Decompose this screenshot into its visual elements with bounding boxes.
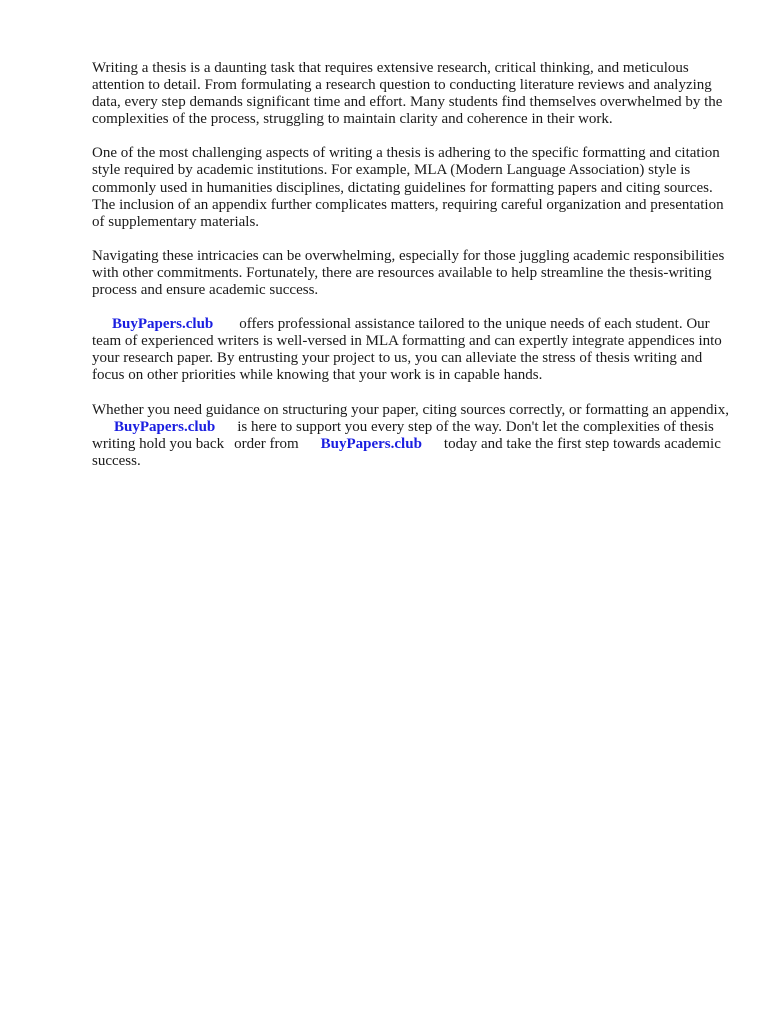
buypapers-link-inline[interactable]: BuyPapers.club	[114, 418, 216, 435]
paragraph-closing-text-a: Whether you need guidance on structuring your paper, citing sources correctly, or formatting an appendix,	[92, 401, 729, 418]
buypapers-link[interactable]: BuyPapers.club	[112, 316, 214, 333]
paragraph-closing-text-d: today and take the first step towards academic success.	[92, 435, 721, 469]
paragraph-closing-text-b: is here to support you every step of the way. Don't let the complexities of thesis writing hold you back	[92, 418, 714, 452]
buypapers-link-order[interactable]: BuyPapers.club	[320, 435, 422, 452]
paragraph-closing-text-c: order from	[234, 435, 299, 452]
paragraph-service-text: offers professional assistance tailored to the unique needs of each student. Our team of experienced writers is well-versed in MLA formatting and can expertly integrate appendices into your research paper. By entrusting your project to us, you can alleviate the stress of thesis writing and focus on other priorities while knowing that your work is in capable hands.	[92, 316, 722, 384]
document-body	[92, 60, 732, 487]
paragraph-closing	[92, 402, 732, 470]
paragraph-intro: Writing a thesis is a daunting task that requires extensive research, critical thinking, and meticulous attention to detail. From formulating a research question to conducting literature reviews and analyzing data, every step demands significant time and effort. Many students find themselves overwhelmed by the complexities of the process, struggling to maintain clarity and coherence in their work.	[92, 60, 723, 128]
paragraph-formatting: One of the most challenging aspects of writing a thesis is adhering to the specific formatting and citation style required by academic institutions. For example, MLA (Modern Language Association) style is commonly used in humanities disciplines, dictating guidelines for formatting papers and citing sources. The inclusion of an appendix further complicates matters, requiring careful organization and presentation of supplementary materials.	[92, 145, 724, 230]
paragraph-navigating: Navigating these intricacies can be overwhelming, especially for those juggling academic responsibilities with other commitments. Fortunately, there are resources available to help streamline the thesis-writing process and ensure academic success.	[92, 247, 725, 299]
paragraph-service	[92, 316, 732, 384]
